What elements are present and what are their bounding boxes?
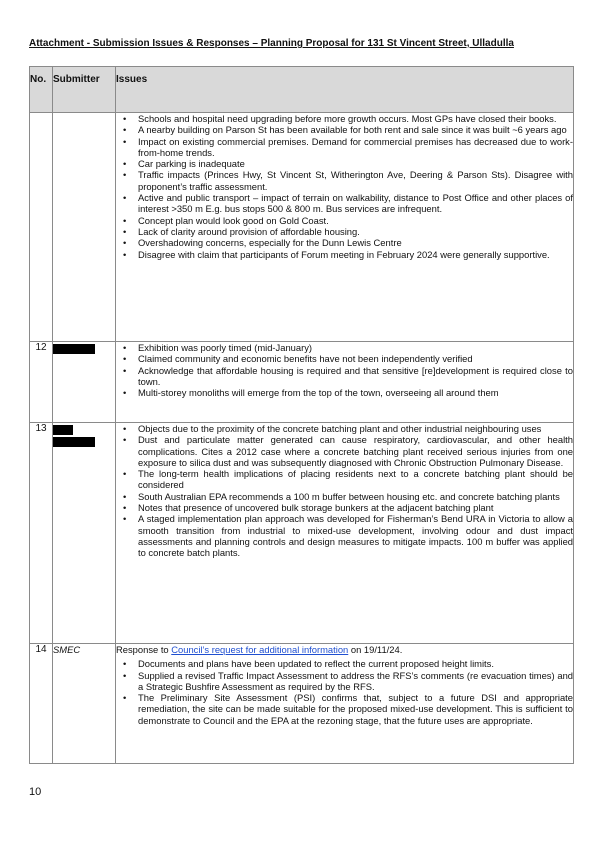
list-item: • Claimed community and economic benefits have not been independently verified (138, 353, 573, 364)
header-submitter: Submitter (53, 67, 116, 113)
issue-list (116, 658, 573, 726)
table-row (30, 423, 574, 644)
redacted-submitter (53, 425, 73, 435)
list-item: • South Australian EPA recommends a 100 m buffer between housing etc. and concrete batching plants (138, 491, 573, 502)
table-header-row (30, 67, 574, 113)
list-item: • The long-term health implications of placing residents next to a concrete batching plant should be considered (138, 468, 573, 491)
issues-cell (116, 423, 574, 644)
list-item: • Impact on existing commercial premises. Demand for commercial premises has decreased due to work-from-home trends. (138, 136, 573, 159)
list-item: • Objects due to the proximity of the concrete batching plant and other industrial neighbouring uses (138, 423, 573, 434)
list-item: • A nearby building on Parson St has been available for both rent and sale since it was built ~6 years ago (138, 124, 573, 135)
row-number: 12 (30, 342, 53, 423)
list-item: • A staged implementation plan approach was developed for Fisherman’s Bend URA in Victoria to allow a smooth transition from industrial to mixed-use development, involving odour and dust impact assessments and planning controls and design measures to mitigate impacts. 100 m buffer was applied to concrete batch plants. (138, 513, 573, 558)
list-item: • The Preliminary Site Assessment (PSI) confirms that, subject to a future DSI and appropriate remediation, the site can be made suitable for the proposed mixed-use development. This is sufficient to demonstrate to Council and the EPA at the rezoning stage, that the future uses are appropriate. (138, 692, 573, 726)
row-number: 14 (30, 644, 53, 764)
submitter-cell: SMEC (53, 644, 116, 764)
list-item: • Concept plan would look good on Gold Coast. (138, 215, 573, 226)
list-item: • Traffic impacts (Princes Hwy, St Vincent St, Witherington Ave, Deering & Parson Sts). Disagree with proponent’s traffic assessment. (138, 169, 573, 192)
list-item: • Car parking is inadequate (138, 158, 573, 169)
submitter-cell (53, 423, 116, 644)
list-item: • Notes that presence of uncovered bulk storage bunkers at the adjacent batching plant (138, 502, 573, 513)
row-number (30, 113, 53, 342)
list-item: • Acknowledge that affordable housing is required and that sensitive [re]development is required close to town. (138, 365, 573, 388)
header-no: No. (30, 67, 53, 113)
submitter-cell (53, 342, 116, 423)
council-request-link[interactable]: Council’s request for additional information (171, 644, 349, 655)
document-title: Attachment - Submission Issues & Responses – Planning Proposal for 131 St Vincent Street, Ulladulla (29, 38, 514, 49)
issue-list (116, 423, 573, 559)
list-item: • Multi-storey monoliths will emerge from the top of the town, overseeing all around them (138, 387, 573, 398)
list-item: • Documents and plans have been updated to reflect the current proposed height limits. (138, 658, 573, 669)
issues-cell (116, 113, 574, 342)
page-number: 10 (29, 786, 42, 798)
submitter-cell (53, 113, 116, 342)
header-issues: Issues (116, 67, 574, 113)
issue-list (116, 342, 573, 398)
table-row (30, 342, 574, 423)
response-intro (116, 644, 573, 655)
list-item: • Lack of clarity around provision of affordable housing. (138, 226, 573, 237)
list-item: • Dust and particulate matter generated can cause respiratory, cardiovascular, and other health complications. Cites a 2012 case where a concrete batching plant received serious injuries from one exposure to silica dust and was subsequently diagnosed with Chronic Obstruction Pulmonary Disease. (138, 434, 573, 468)
row-number: 13 (30, 423, 53, 644)
list-item: • Disagree with claim that participants of Forum meeting in February 2024 were generally supportive. (138, 249, 573, 260)
intro-text: Response to (116, 644, 172, 655)
issues-cell (116, 342, 574, 423)
table-row (30, 644, 574, 764)
list-item: • Schools and hospital need upgrading before more growth occurs. Most GPs have closed their books. (138, 113, 573, 124)
issues-cell (116, 644, 574, 764)
list-item: • Supplied a revised Traffic Impact Assessment to address the RFS’s comments (re evacuation times) and a Strategic Bushfire Assessment as required by the RFS. (138, 670, 573, 693)
redacted-submitter (53, 344, 95, 354)
list-item: • Exhibition was poorly timed (mid-January) (138, 342, 573, 353)
list-item: • Overshadowing concerns, especially for the Dunn Lewis Centre (138, 237, 573, 248)
list-item: • Active and public transport – impact of terrain on walkability, distance to Post Office and other places of interest >350 m E.g. bus stops 500 & 800 m. Bus services are infrequent. (138, 192, 573, 215)
issue-list (116, 113, 573, 260)
table-row (30, 113, 574, 342)
intro-date: on 19/11/24. (348, 644, 403, 655)
issues-table (29, 66, 574, 764)
redacted-submitter (53, 437, 95, 447)
